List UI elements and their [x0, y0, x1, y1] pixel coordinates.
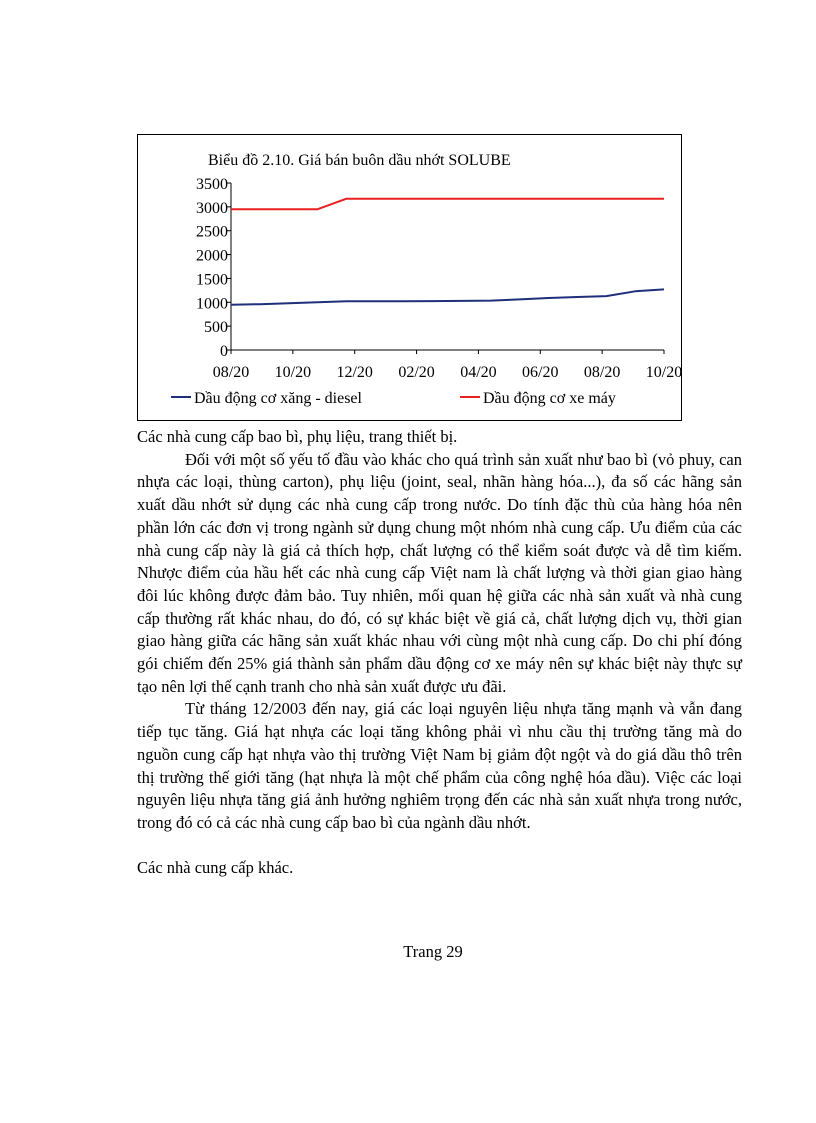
y-tick-label: 2500 [196, 223, 228, 241]
series-line-1 [231, 289, 664, 304]
chart-title: Biểu đồ 2.10. Giá bán buôn dầu nhớt SOLUBE [208, 152, 511, 169]
paragraph-supplier-overview: Đối với một số yếu tố đầu vào khác cho quá trình sản xuất như bao bì (vỏ phuy, can nhựa các loại, thùng carton), phụ liệu (joint, seal, nhãn hàng hóa...), đa số các hãng sản xuất dầu nhớt sử dụng các nhà cung cấp trong nước. Do tính đặc thù của hàng hóa nên phần lớn các đơn vị trong ngành sử dụng chung một nhóm nhà cung cấp. Ưu điểm của các nhà cung cấp này là giá cả thích hợp, chất lượng có thể kiểm soát được và dễ tìm kiếm. Nhược điểm của hầu hết các nhà cung cấp Việt nam là chất lượng và thời gian giao hàng đôi lúc không được đảm bảo. Tuy nhiên, mối quan hệ giữa các nhà sản xuất và nhà cung cấp thường rất khác nhau, do đó, có sự khác biệt về giá cả, chất lượng dịch vụ, thời gian giao hàng giữa các hãng sản xuất khác nhau với cùng một nhà cung cấp. Do chi phí đóng gói chiếm đến 25% giá thành sản phẩm dầu động cơ xe máy nên sự khác biệt này thực sự tạo nên lợi thế cạnh tranh cho nhà sản xuất được ưu đãi. [137, 449, 742, 696]
y-tick-label: 0 [220, 343, 228, 360]
x-tick-label: 08/20 [583, 364, 621, 381]
chart-figure [137, 134, 682, 421]
x-tick-label: 12/20 [336, 364, 373, 381]
x-tick-label: 10/20 [274, 364, 312, 381]
x-tick-label: 08/20 [212, 364, 250, 381]
y-tick-label: 2000 [196, 247, 228, 265]
legend-label-1: Dầu động cơ xăng - diesel [194, 390, 362, 407]
document-body [137, 426, 742, 879]
page-number: Trang 29 [403, 942, 463, 961]
section-heading-other-suppliers: Các nhà cung cấp khác. [137, 857, 294, 877]
y-tick-label: 1500 [196, 271, 228, 289]
x-tick-label: 10/20 [645, 364, 683, 381]
x-tick-label: 02/20 [398, 364, 435, 381]
y-tick-label: 3500 [196, 176, 228, 193]
y-tick-label: 3000 [196, 199, 228, 217]
x-tick-label: 04/20 [460, 364, 497, 381]
line-chart [138, 135, 683, 422]
legend-label-2: Dầu động cơ xe máy [483, 390, 616, 407]
y-tick-label: 1000 [196, 295, 228, 313]
y-tick-label: 500 [204, 319, 228, 337]
series-line-2 [231, 199, 664, 210]
paragraph-plastic-prices: Từ tháng 12/2003 đến nay, giá các loại nguyên liệu nhựa tăng mạnh và vẫn đang tiếp tục tăng. Giá hạt nhựa các loại tăng không phải vì nhu cầu thị trường tăng mà do nguồn cung cấp hạt nhựa vào thị trường Việt Nam bị giảm đột ngột và do giá dầu thô trên thị trường thế giới tăng (hạt nhựa là một chế phẩm của công nghệ hóa dầu). Việc các loại nguyên liệu nhựa tăng giá ảnh hưởng nghiêm trọng đến các nhà sản xuất nhựa trong nước, trong đó có cả các nhà cung cấp bao bì của ngành dầu nhớt. [137, 699, 742, 832]
x-tick-label: 06/20 [522, 364, 559, 381]
section-heading-packaging-suppliers: Các nhà cung cấp bao bì, phụ liệu, trang thiết bị. [137, 427, 458, 446]
